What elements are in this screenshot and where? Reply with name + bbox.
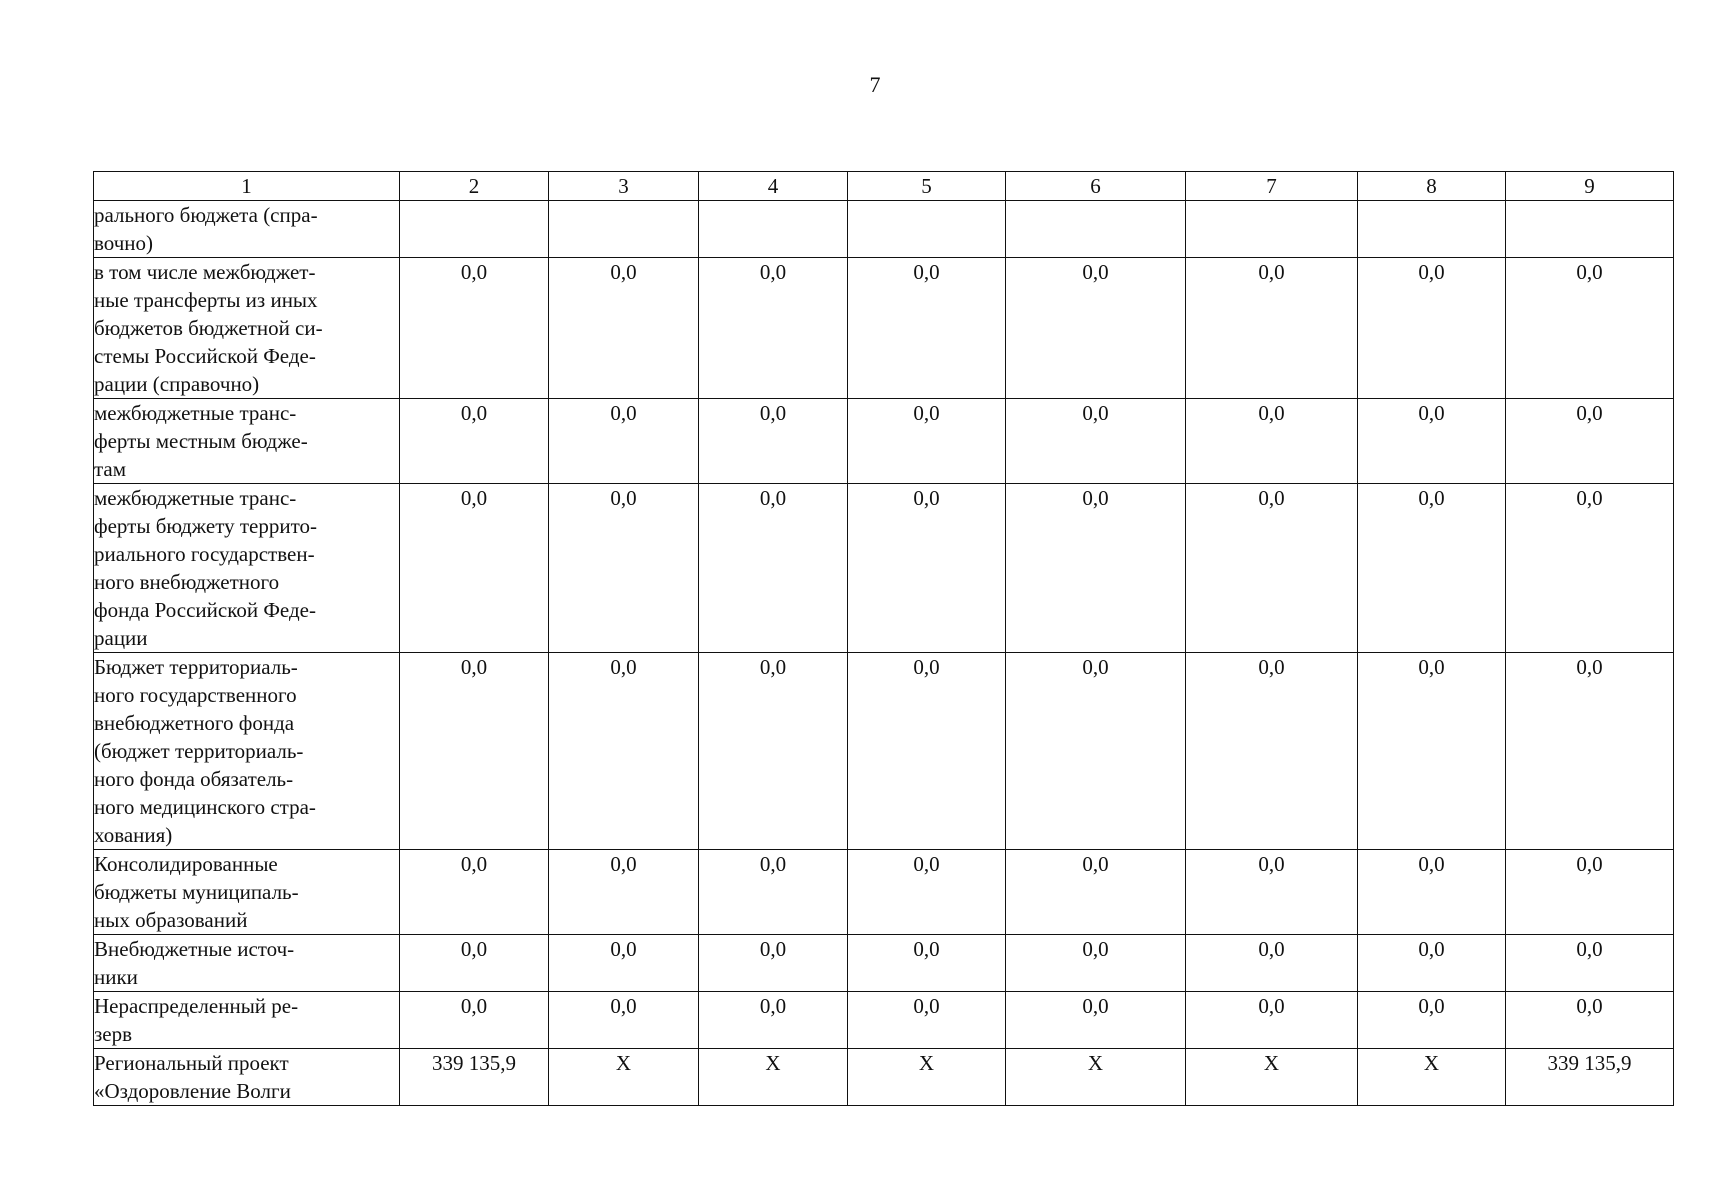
value-cell bbox=[549, 201, 699, 258]
row-label-cell bbox=[94, 653, 400, 850]
value-cell: 0,0 bbox=[549, 484, 699, 653]
value-cell: 0,0 bbox=[699, 258, 848, 399]
value-cell: 0,0 bbox=[1186, 653, 1358, 850]
value-cell: 0,0 bbox=[1186, 258, 1358, 399]
value-cell: 0,0 bbox=[400, 484, 549, 653]
table-row bbox=[94, 935, 1674, 992]
value-cell: 0,0 bbox=[848, 484, 1006, 653]
value-cell: 0,0 bbox=[848, 992, 1006, 1049]
value-cell bbox=[1506, 201, 1674, 258]
table-row bbox=[94, 484, 1674, 653]
value-cell: 0,0 bbox=[1506, 484, 1674, 653]
row-label: в том числе межбюджет- ные трансферты из иных бюджетов бюджетной си- стемы Российской Феде- рации (справочно) bbox=[94, 260, 323, 396]
value-cell: X bbox=[549, 1049, 699, 1106]
value-cell: 0,0 bbox=[848, 935, 1006, 992]
header-row bbox=[94, 172, 1674, 201]
value-cell: 0,0 bbox=[549, 992, 699, 1049]
table-row bbox=[94, 1049, 1674, 1106]
value-cell: 0,0 bbox=[1186, 935, 1358, 992]
value-cell: X bbox=[848, 1049, 1006, 1106]
value-cell: 0,0 bbox=[699, 399, 848, 484]
row-label-cell bbox=[94, 399, 400, 484]
row-label-cell bbox=[94, 992, 400, 1049]
row-label-cell bbox=[94, 935, 400, 992]
value-cell: 0,0 bbox=[699, 653, 848, 850]
table-row bbox=[94, 992, 1674, 1049]
value-cell: 0,0 bbox=[1186, 399, 1358, 484]
row-label: Нераспределенный ре- зерв bbox=[94, 994, 299, 1046]
value-cell bbox=[848, 201, 1006, 258]
value-cell: 0,0 bbox=[1186, 484, 1358, 653]
value-cell: 339 135,9 bbox=[1506, 1049, 1674, 1106]
value-cell: 0,0 bbox=[549, 935, 699, 992]
value-cell: 0,0 bbox=[848, 653, 1006, 850]
value-cell: 339 135,9 bbox=[400, 1049, 549, 1106]
value-cell: 0,0 bbox=[1506, 653, 1674, 850]
value-cell bbox=[1186, 201, 1358, 258]
table-row bbox=[94, 653, 1674, 850]
column-header: 6 bbox=[1006, 172, 1186, 201]
value-cell: 0,0 bbox=[1358, 935, 1506, 992]
value-cell bbox=[400, 201, 549, 258]
column-header: 3 bbox=[549, 172, 699, 201]
value-cell: 0,0 bbox=[848, 258, 1006, 399]
value-cell: 0,0 bbox=[848, 850, 1006, 935]
row-label-cell bbox=[94, 484, 400, 653]
value-cell: 0,0 bbox=[699, 992, 848, 1049]
value-cell: 0,0 bbox=[1358, 484, 1506, 653]
value-cell: X bbox=[1186, 1049, 1358, 1106]
value-cell: 0,0 bbox=[699, 484, 848, 653]
page-number: 7 bbox=[869, 72, 881, 97]
value-cell: 0,0 bbox=[400, 258, 549, 399]
value-cell: 0,0 bbox=[1358, 653, 1506, 850]
value-cell: 0,0 bbox=[1358, 399, 1506, 484]
value-cell: 0,0 bbox=[549, 850, 699, 935]
value-cell bbox=[1006, 201, 1186, 258]
value-cell: 0,0 bbox=[400, 992, 549, 1049]
value-cell: 0,0 bbox=[1186, 850, 1358, 935]
value-cell: 0,0 bbox=[1006, 399, 1186, 484]
value-cell: 0,0 bbox=[549, 399, 699, 484]
value-cell: 0,0 bbox=[1358, 992, 1506, 1049]
value-cell: 0,0 bbox=[1506, 399, 1674, 484]
column-header: 9 bbox=[1506, 172, 1674, 201]
row-label-cell bbox=[94, 201, 400, 258]
row-label: Внебюджетные источ- ники bbox=[94, 937, 295, 989]
value-cell: 0,0 bbox=[1006, 653, 1186, 850]
value-cell: 0,0 bbox=[848, 399, 1006, 484]
value-cell: 0,0 bbox=[400, 399, 549, 484]
column-header: 1 bbox=[94, 172, 400, 201]
value-cell: 0,0 bbox=[1506, 850, 1674, 935]
budget-table bbox=[93, 171, 1674, 1106]
table-row bbox=[94, 258, 1674, 399]
column-header: 8 bbox=[1358, 172, 1506, 201]
value-cell: X bbox=[1006, 1049, 1186, 1106]
value-cell: 0,0 bbox=[1006, 258, 1186, 399]
row-label: межбюджетные транс- ферты местным бюдже- там bbox=[94, 401, 308, 481]
value-cell: X bbox=[699, 1049, 848, 1106]
row-label-cell bbox=[94, 850, 400, 935]
value-cell bbox=[1358, 201, 1506, 258]
value-cell: 0,0 bbox=[400, 935, 549, 992]
value-cell: 0,0 bbox=[1186, 992, 1358, 1049]
value-cell: 0,0 bbox=[400, 850, 549, 935]
value-cell bbox=[699, 201, 848, 258]
value-cell: 0,0 bbox=[549, 653, 699, 850]
value-cell: 0,0 bbox=[1006, 992, 1186, 1049]
row-label: Региональный проект «Оздоровление Волги bbox=[94, 1051, 291, 1103]
table-row bbox=[94, 399, 1674, 484]
table-row bbox=[94, 850, 1674, 935]
column-header: 5 bbox=[848, 172, 1006, 201]
table-row bbox=[94, 201, 1674, 258]
row-label-cell bbox=[94, 258, 400, 399]
value-cell: X bbox=[1358, 1049, 1506, 1106]
column-header: 7 bbox=[1186, 172, 1358, 201]
value-cell: 0,0 bbox=[1006, 850, 1186, 935]
value-cell: 0,0 bbox=[699, 935, 848, 992]
value-cell: 0,0 bbox=[1506, 935, 1674, 992]
value-cell: 0,0 bbox=[1506, 992, 1674, 1049]
value-cell: 0,0 bbox=[549, 258, 699, 399]
row-label: Консолидированные бюджеты муниципаль- ных образований bbox=[94, 852, 299, 932]
row-label: межбюджетные транс- ферты бюджету террито- риального государствен- ного внебюджетного фонда Российской Феде- рации bbox=[94, 486, 318, 650]
value-cell: 0,0 bbox=[1358, 850, 1506, 935]
value-cell: 0,0 bbox=[1506, 258, 1674, 399]
row-label: рального бюджета (спра- вочно) bbox=[94, 203, 318, 255]
value-cell: 0,0 bbox=[1006, 935, 1186, 992]
value-cell: 0,0 bbox=[400, 653, 549, 850]
row-label: Бюджет территориаль- ного государственного внебюджетного фонда (бюджет территориаль- ного фонда обязатель- ного медицинского стра- хования) bbox=[94, 655, 316, 847]
value-cell: 0,0 bbox=[1358, 258, 1506, 399]
column-header: 2 bbox=[400, 172, 549, 201]
value-cell: 0,0 bbox=[699, 850, 848, 935]
column-header: 4 bbox=[699, 172, 848, 201]
value-cell: 0,0 bbox=[1006, 484, 1186, 653]
row-label-cell bbox=[94, 1049, 400, 1106]
